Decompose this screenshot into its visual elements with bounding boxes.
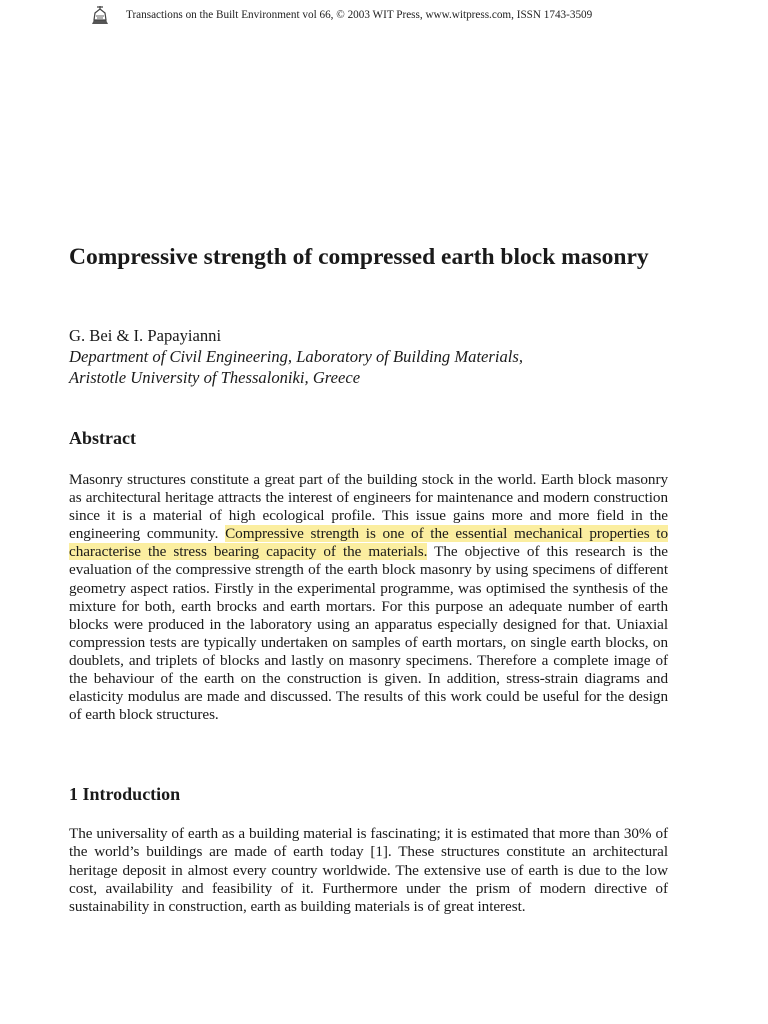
publisher-logo-icon <box>88 4 112 26</box>
page-header <box>88 4 708 26</box>
abstract-text-before: Masonry structures constitute a great part of the building stock in the world. Earth block masonry as architectural heritage attracts the interest of engineers for maintenance and modern construction since it is a material of high ecological profile. This issue gains more and more field in the engineering community. <box>69 471 668 543</box>
highlighted-sentence[interactable]: Compressive strength is one of the essential mechanical properties to characterise the stress bearing capacity of the materials. <box>69 525 669 561</box>
paper-authors: G. Bei & I. Papayianni <box>69 326 222 345</box>
introduction-text: The universality of earth as a building material is fascinating; it is estimated that more than 30% of the world’s buildings are made of earth today [1]. These structures constitute an architectural heritage deposit in almost every country worldwide. The extensive use of earth is due to the low cost, availability and feasibility of it. Furthermore under the prism of modern directive of sustainability in construction, earth as building materials is of great interest. <box>69 825 668 916</box>
abstract-text-after: The objective of this research is the evaluation of the compressive strength of the earth block masonry by using specimens of different geometry aspect ratios. Firstly in the experimental programme, was optimised the synthesis of the mixture for both, earth brocks and earth mortars. For this purpose an adequate number of earth blocks were produced in the laboratory using an apparatus especially designed for that. Uniaxial compression tests are typically undertaken on samples of earth mortars, on single earth blocks, on doublets, and triplets of blocks and lastly on masonry specimens. Therefore a complete image of the behaviour of the earth on the construction is given. In addition, stress-strain diagrams and elasticity modulus are made and discussed. The results of this work could be useful for the design of earth block structures. <box>69 543 668 724</box>
abstract-heading: Abstract <box>69 428 136 448</box>
introduction-heading: 1 Introduction <box>69 784 181 804</box>
affiliation-line-1: Department of Civil Engineering, Laboratory of Building Materials, <box>69 347 523 366</box>
journal-line: Transactions on the Built Environment vol 66, © 2003 WIT Press, www.witpress.com, ISSN 1743-3509 <box>126 9 593 21</box>
paper-title: Compressive strength of compressed earth block masonry <box>69 244 649 270</box>
abstract-text <box>69 471 668 724</box>
affiliation-line-2: Aristotle University of Thessaloniki, Greece <box>69 368 361 387</box>
